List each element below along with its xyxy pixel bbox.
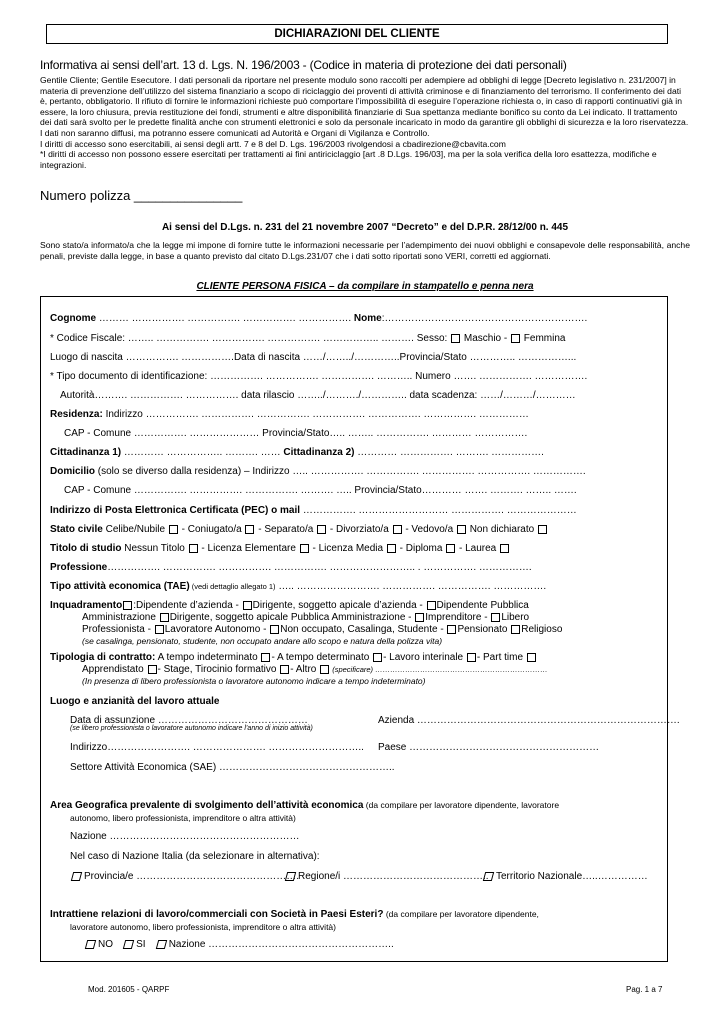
freelancer-checkbox[interactable] <box>491 613 500 622</box>
domicile-input[interactable]: (solo se diverso dalla residenza) – Indirizzo ….. ……………. ……………. ……………. ……………. ……………. <box>95 466 586 477</box>
professional-label: Professionista - <box>82 624 151 635</box>
public-manager-checkbox[interactable] <box>160 613 169 622</box>
region-option <box>286 871 489 882</box>
diploma-label: - Diploma <box>399 543 443 554</box>
area-note-2: autonomo, libero professionista, imprenditore o altra attività) <box>70 813 296 823</box>
foreign-relations-note: (da compilare per lavoratore dipendente, <box>383 909 539 919</box>
tae-row <box>50 581 546 592</box>
area-heading <box>50 800 559 811</box>
degree-label: - Laurea <box>459 543 497 554</box>
tax-code-field[interactable]: * Codice Fiscale: …….. ……………. ……………. ……………. …………….. ………. <box>50 333 414 344</box>
other-checkbox[interactable] <box>320 665 329 674</box>
no-label: NO <box>98 939 113 950</box>
area-label: Area Geografica prevalente di svolgimento dell’attività economica <box>50 800 364 811</box>
section-heading: CLIENTE PERSONA FISICA – da compilare in stampatello e penna nera <box>196 281 534 292</box>
fixed-term-label: - A tempo determinato <box>271 652 370 663</box>
contract-row-1 <box>50 652 537 663</box>
domicile-cap-row[interactable]: CAP - Comune ……………. ……………. ……………. ………. ….. Provincia/Stato………… ……. ………. …….. ……. <box>64 485 577 496</box>
degree-checkbox[interactable] <box>500 544 509 553</box>
italy-hint: Nel caso di Nazione Italia (da selezionare in alternativa): <box>70 851 320 862</box>
profession-input[interactable]: ……………. ……………. ……………. ……………. …………………….. . ……………. ……………. <box>107 562 532 573</box>
surname-row <box>50 313 587 324</box>
religious-checkbox[interactable] <box>511 625 520 634</box>
elementary-label: - Licenza Elementare <box>201 543 296 554</box>
domicile-label: Domicilio <box>50 466 96 477</box>
policy-number-field[interactable]: Numero polizza _______________ <box>40 188 243 203</box>
employee-label: :Dipendente d’azienda - <box>133 600 239 611</box>
pec-label: Indirizzo di Posta Elettronica Certificata (PEC) o mail <box>50 505 301 516</box>
middle-label: - Licenza Media <box>312 543 384 554</box>
stage-checkbox[interactable] <box>280 665 289 674</box>
surname-label: Cognome <box>50 313 97 324</box>
retired-checkbox[interactable] <box>447 625 456 634</box>
female-checkbox[interactable] <box>511 334 520 343</box>
other-specify-field[interactable]: (specificare) …………………………………………………………… <box>330 665 548 674</box>
separated-label: - Separato/a <box>258 524 314 535</box>
undeclared-checkbox[interactable] <box>538 525 547 534</box>
self-employed-label: Lavoratore Autonomo - <box>164 624 267 635</box>
intro-note: *I diritti di accesso non possono essere esercitati per trattamenti ai fini antiriciclaggio [art .8 D.Lgs. 196/03], ma per la sola verifica della loro esattezza, modifiche e integrazioni. <box>40 149 657 170</box>
contract-note: (In presenza di libero professionista o lavoratore autonomo indicare a tempo indeterminato) <box>82 676 426 686</box>
no-checkbox[interactable] <box>85 940 96 949</box>
permanent-checkbox[interactable] <box>261 653 270 662</box>
foreign-nation-field[interactable]: Nazione ……………………………………………….. <box>168 939 394 950</box>
religious-label: Religioso <box>521 624 563 635</box>
region-checkbox[interactable] <box>285 872 296 881</box>
citizenship2-label: Cittadinanza 2) <box>283 447 355 458</box>
page-number: Pag. 1 a 7 <box>626 985 663 994</box>
employment-note: (se casalinga, pensionato, studente, non occupato andare allo scopo e natura della polizza vita) <box>82 636 443 646</box>
foreign-relations-note-2: lavoratore autonomo, libero professionista, imprenditore o altra attività) <box>70 922 336 932</box>
profession-label: Professione <box>50 562 108 573</box>
permanent-label: A tempo indeterminato <box>155 652 258 663</box>
middle-checkbox[interactable] <box>387 544 396 553</box>
domicile-row <box>50 466 586 477</box>
widowed-label: - Vedovo/a <box>405 524 454 535</box>
company-field[interactable]: Azienda ……………………………………………………………………. <box>378 715 680 726</box>
employment-row-2 <box>82 612 529 623</box>
separated-checkbox[interactable] <box>317 525 326 534</box>
married-checkbox[interactable] <box>245 525 254 534</box>
entrepreneur-checkbox[interactable] <box>415 613 424 622</box>
name-label: Nome <box>353 313 382 324</box>
temp-checkbox[interactable] <box>467 653 476 662</box>
education-row <box>50 543 510 554</box>
undeclared-label: Non dichiarato <box>469 524 535 535</box>
single-label: Celibe/Nubile <box>102 524 166 535</box>
citizenship2-input[interactable]: ………… ……………. ………. ……………. <box>354 447 544 458</box>
intro-paragraph: Gentile Cliente; Gentile Esecutore. I dati personali da riportare nel presente modulo sono raccolti per adempiere ad obblighi di legge [Decreto legislativo n. 231/2007] in materia di prevenzione dell’utilizzo del sistema finanziario a scopo di riciclaggio dei proventi di attività criminose e di finanziamento del terrorismo. Il conferimento dei dati è, pertanto, obbligatorio. Il rifiuto di fornire le informazioni richieste può comportare l’impossibilità di eseguire l’operazione richiesta o, in caso di rapporti continuativi già in essere, la loro chiusura, previa restituzione dei fondi, strumenti e altre disponibilità finanziarie di Sua spettanza mediante bonifico su conto da Lei indicato. Il trattamento dei dati sarà svolto per le predette finalità anche con strumenti elettronici e solo da personale incaricato in modo da garantire gli obblighi di sicurezza e la loro riservatezza. I dati non saranno diffusi, ma potranno essere comunicati ad Autorità e Organi di Vigilanza e Controllo. <box>40 75 689 138</box>
unemployed-label: Non occupato, Casalinga, Studente - <box>280 624 444 635</box>
female-label: Femmina <box>523 333 566 344</box>
retired-label: Pensionato <box>457 624 508 635</box>
hire-date-note: (se libero professionista o lavoratore autonomo indicare l’anno di inizio attività) <box>70 725 313 732</box>
marital-status-row <box>50 524 548 535</box>
national-option <box>484 871 648 882</box>
foreign-relations-label: Intrattiene relazioni di lavoro/commerciali con Società in Paesi Esteri? <box>50 909 384 920</box>
temp-label: - Lavoro interinale <box>383 652 464 663</box>
marital-label: Stato civile <box>50 524 103 535</box>
region-field[interactable]: Regione/i …………………………………….. <box>298 871 489 882</box>
fixed-term-checkbox[interactable] <box>373 653 382 662</box>
freelancer-label: Libero <box>501 612 530 623</box>
residence-label: Residenza: <box>50 409 103 420</box>
pec-input[interactable]: ……………. ……………………… ……………. ………………… <box>300 505 577 516</box>
work-country-field[interactable]: Paese ………………………………………………… <box>378 742 600 753</box>
profession-row <box>50 562 532 573</box>
residence-row <box>50 409 529 420</box>
foreign-relations-heading <box>50 909 539 920</box>
employment-label: Inquadramento <box>50 600 123 611</box>
employee-checkbox[interactable] <box>123 601 132 610</box>
citizenship-row <box>50 447 544 458</box>
manager-checkbox[interactable] <box>243 601 252 610</box>
stage-label: - Stage, Tirocinio formativo <box>157 664 277 675</box>
part-time-label: - Part time <box>476 652 524 663</box>
male-label: Maschio - <box>463 333 508 344</box>
employment-row-1 <box>50 600 529 611</box>
public-admin-label: Amministrazione <box>82 612 156 623</box>
entrepreneur-label: Imprenditore - <box>425 612 488 623</box>
tae-input[interactable]: ….. ……………………. ……………. ……………. ……………. <box>275 581 547 592</box>
hire-date-field[interactable]: Data di assunzione ……………………………………… <box>70 715 308 726</box>
tae-note: (vedi dettaglio allegato 1) <box>189 582 276 591</box>
national-field[interactable]: Territorio Nazionale…..…………… <box>496 871 648 882</box>
province-field[interactable]: Provincia/e …………………………………………. <box>84 871 300 882</box>
surname-input[interactable]: ……… ……………. ……………. ……………. ……………. <box>98 313 352 324</box>
document-title: DICHIARAZIONI DEL CLIENTE <box>46 24 668 44</box>
authority-row[interactable]: Autorità………. ……………. ……………. data rilascio ……../………./………….. data scadenza: ……/………/………… <box>60 390 576 401</box>
public-manager-label: Dirigente, soggetto apicale Pubblica Amministrazione - <box>169 612 412 623</box>
contract-row-2 <box>82 664 548 675</box>
apprentice-label: Apprendistato <box>82 664 144 675</box>
citizenship1-input[interactable]: ………… …………….. ………. …… <box>121 447 281 458</box>
apprentice-checkbox[interactable] <box>148 665 157 674</box>
form-code: Mod. 201605 - QARPF <box>88 985 170 994</box>
foreign-nation-checkbox[interactable] <box>155 940 166 949</box>
employment-row-3 <box>82 624 562 635</box>
area-note: (da compilare per lavoratore dipendente, lavoratore <box>363 800 560 810</box>
sae-field[interactable]: Settore Attività Economica (SAE) …………………………………………….. <box>70 762 395 773</box>
tae-label: Tipo attività economica (TAE) <box>50 581 190 592</box>
manager-label: Dirigente, soggetto apicale d’azienda - <box>252 600 423 611</box>
birth-row[interactable]: Luogo di nascita ……………. …………….Data di nascita ……/……../…………..Provincia/Stato ………….. ……………... <box>50 352 577 363</box>
self-employed-checkbox[interactable] <box>155 625 164 634</box>
public-employee-checkbox[interactable] <box>427 601 436 610</box>
foreign-relations-options <box>86 939 394 950</box>
residence-input[interactable]: Indirizzo ……………. ……………. ……………. ……………. ……………. ……………. …………… <box>102 409 529 420</box>
pec-row <box>50 505 577 516</box>
tax-code-row <box>50 333 565 344</box>
male-checkbox[interactable] <box>451 334 460 343</box>
unemployed-checkbox[interactable] <box>270 625 279 634</box>
divorced-label: - Divorziato/a <box>329 524 389 535</box>
contract-label: Tipologia di contratto: <box>50 652 156 663</box>
yes-label: SI <box>136 939 146 950</box>
area-nation-field[interactable]: Nazione ………………………………………………… <box>70 831 300 842</box>
yes-checkbox[interactable] <box>123 940 134 949</box>
privacy-subtitle: Informativa ai sensi dell’art. 13 d. Lgs. N. 196/2003 - (Codice in materia di protezione dei dati personali) <box>40 58 567 72</box>
national-checkbox[interactable] <box>483 872 494 881</box>
no-title-checkbox[interactable] <box>189 544 198 553</box>
no-title-label: Nessun Titolo <box>121 543 185 554</box>
province-option <box>72 871 299 882</box>
id-document-row[interactable]: * Tipo documento di identificazione: ……………. ……………. ……………. ……….. Numero ……. ……………. ……………. <box>50 371 588 382</box>
residence-cap-row[interactable]: CAP - Comune ……………. ………………… Provincia/Stato….. …….. ……………. ………… ……………. <box>64 428 528 439</box>
married-label: - Coniugato/a <box>181 524 242 535</box>
citizenship1-label: Cittadinanza 1) <box>50 447 122 458</box>
public-employee-label: Dipendente Pubblica <box>436 600 529 611</box>
single-checkbox[interactable] <box>169 525 178 534</box>
privacy-intro <box>40 75 690 170</box>
education-label: Titolo di studio <box>50 543 122 554</box>
province-checkbox[interactable] <box>71 872 82 881</box>
elementary-checkbox[interactable] <box>300 544 309 553</box>
diploma-checkbox[interactable] <box>446 544 455 553</box>
intro-rights: I diritti di accesso sono esercitabili, ai sensi degli artt. 7 e 8 del D. Lgs. 196/2003 rivolgendosi a cbadirezione@cbavita.com <box>40 138 506 149</box>
declaration-text: Sono stato/a informato/a che la legge mi impone di fornire tutte le informazioni necessarie per l’adempimento dei nuovi obblighi e consapevole delle responsabilità, anche penali, previste dalla legge, in base a quanto previsto dal citato D.Lgs.231/07 che i dati sotto riportati sono VERI, corretti ed aggiornati. <box>40 240 690 261</box>
workplace-heading: Luogo e anzianità del lavoro attuale <box>50 696 220 707</box>
part-time-checkbox[interactable] <box>527 653 536 662</box>
sex-label: Sesso: <box>416 333 448 344</box>
widowed-checkbox[interactable] <box>457 525 466 534</box>
work-address-field[interactable]: Indirizzo……………………. …………………. ……………………….. <box>70 742 364 753</box>
other-label: - Altro <box>290 664 317 675</box>
legal-reference: Ai sensi del D.Lgs. n. 231 del 21 novembre 2007 “Decreto” e del D.P.R. 28/12/00 n. 445 <box>161 222 569 233</box>
name-input[interactable]: :……………………………………………………. <box>381 313 588 324</box>
divorced-checkbox[interactable] <box>393 525 402 534</box>
